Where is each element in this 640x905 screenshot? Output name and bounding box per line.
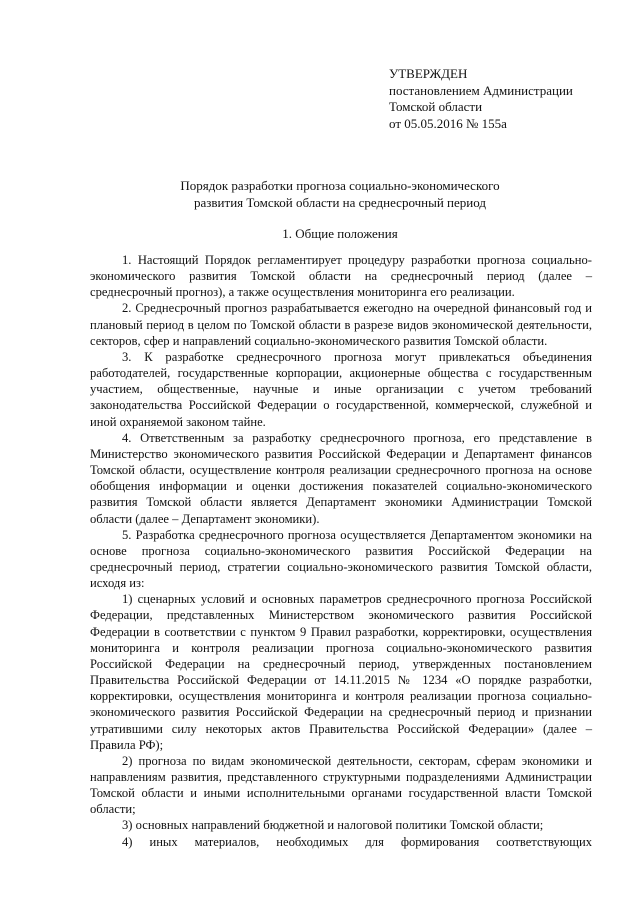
document-title-line-1: Порядок разработки прогноза социально-экономического xyxy=(180,178,500,193)
approval-label: УТВЕРЖДЕН xyxy=(389,66,468,81)
paragraph-1: 1. Настоящий Порядок регламентирует процедуру разработки прогноза социально-экономического развития Томской области на среднесрочный период (далее – среднесрочный прогноз), а также осуществления мониторинга его реализации. xyxy=(90,253,592,300)
paragraph-2: 2. Среднесрочный прогноз разрабатывается ежегодно на очередной финансовый год и плановый период в целом по Томской области в разрезе видов экономической деятельности, секторов, сфер и направлений социально-экономического развития Томской области. xyxy=(90,301,592,348)
document-title-line-2: развития Томской области на среднесрочный период xyxy=(194,195,486,210)
paragraph-4: 4. Ответственным за разработку среднесрочного прогноза, его представление в Министерство экономического развития Российской Федерации и Департамент финансов Томской области, осуществление контроля реализации среднесрочного прогноза на основе обобщения информации и оценки достижения показателей социально-экономического развития Томской области является Департамент экономики Администрации Томской области (далее – Департамент экономики). xyxy=(90,430,592,526)
approval-authority: постановлением Администрации xyxy=(389,82,573,98)
paragraph-5: 5. Разработка среднесрочного прогноза осуществляется Департаментом экономики на основе прогноза социально-экономического развития Российской Федерации на среднесрочный период, стратегии социально-экономического развития Томской области, исходя из: xyxy=(90,527,592,591)
list-item-2: 2) прогноза по видам экономической деятельности, секторам, сферам экономики и направлениям развития, представленного структурными подразделениями Администрации Томской области и иными исполнительными органами государственной власти Томской области; xyxy=(90,753,592,817)
approval-region: Томской области xyxy=(389,99,483,114)
approval-date-number: от 05.05.2016 № 155а xyxy=(389,115,507,131)
document-title xyxy=(90,177,590,211)
document-body xyxy=(90,252,592,850)
list-item-4: 4) иных материалов, необходимых для формирования соответствующих xyxy=(122,834,592,849)
list-item-3: 3) основных направлений бюджетной и налоговой политики Томской области; xyxy=(122,818,544,833)
paragraph-3: 3. К разработке среднесрочного прогноза могут привлекаться объединения работодателей, государственные корпорации, акционерные общества с государственным участием, общественные, научные и иные организации с учетом требований законодательства Российской Федерации о государственной, коммерческой, служебной и иной охраняемой законом тайне. xyxy=(90,349,592,429)
list-item-1: 1) сценарных условий и основных параметров среднесрочного прогноза Российской Федерации, представленных Министерством экономического развития Российской Федерации в соответствии с пунктом 9 Правил разработки, корректировки, осуществления мониторинга и контроля реализации прогноза социально-экономического развития Российской Федерации на среднесрочный период, утвержденных постановлением Правительства Российской Федерации от 14.11.2015 № 1234 «О порядке разработки, корректировки, осуществления мониторинга и контроля реализации прогноза социально-экономического развития Российской Федерации на среднесрочный период и признании утратившими силу некоторых актов Правительства Российской Федерации» (далее – Правила РФ); xyxy=(90,592,592,752)
approval-stamp xyxy=(389,66,619,132)
section-heading: 1. Общие положения xyxy=(282,226,398,241)
